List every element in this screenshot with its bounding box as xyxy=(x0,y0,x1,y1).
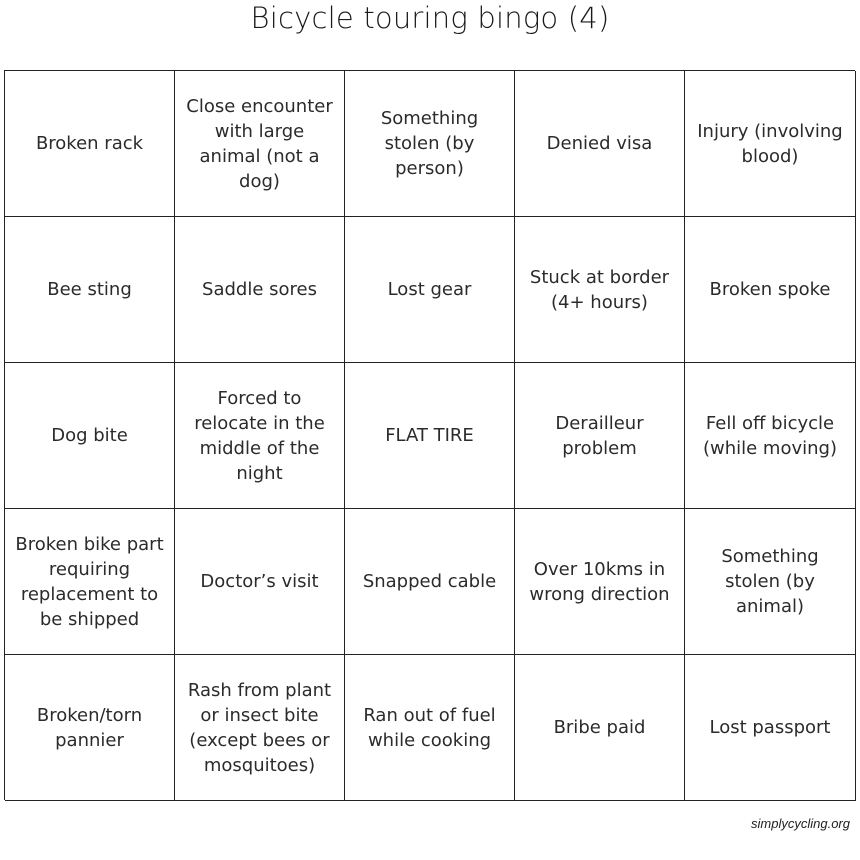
bingo-cell-label: Close encounter with large animal (not a dog) xyxy=(186,95,333,192)
bingo-cell-label: Injury (involving blood) xyxy=(697,120,843,167)
bingo-cell-label: Ran out of fuel while cooking xyxy=(363,704,496,751)
bingo-cell-label: Stuck at border (4+ hours) xyxy=(529,266,670,313)
bingo-cell-label: Derailleur problem xyxy=(555,412,644,459)
bingo-cell-label: FLAT TIRE xyxy=(385,425,474,446)
bingo-cell-label: Bribe paid xyxy=(553,717,646,738)
bingo-cell-label: Lost passport xyxy=(709,717,831,738)
bingo-cell xyxy=(515,217,685,363)
bingo-cell-label: Bee sting xyxy=(47,279,132,300)
bingo-cell xyxy=(175,71,345,217)
bingo-cell-label: Saddle sores xyxy=(202,279,317,300)
bingo-cell-label: Dog bite xyxy=(51,425,128,446)
bingo-cell-label: Broken/torn pannier xyxy=(36,704,143,751)
bingo-cell-label: Snapped cable xyxy=(362,571,497,592)
bingo-cell-label: Broken bike part requiring replacement to be shipped xyxy=(15,533,164,630)
bingo-cell-label: Broken spoke xyxy=(709,279,831,300)
source-credit: simplycycling.org xyxy=(751,816,850,831)
bingo-cell xyxy=(685,509,856,655)
bingo-cell xyxy=(515,655,685,801)
bingo-cell xyxy=(685,363,856,509)
bingo-cell xyxy=(345,509,515,655)
bingo-cell-label: Fell off bicycle (while moving) xyxy=(702,412,837,459)
bingo-cell xyxy=(515,509,685,655)
bingo-cell xyxy=(175,509,345,655)
bingo-cell xyxy=(5,509,175,655)
bingo-cell xyxy=(515,363,685,509)
bingo-cell xyxy=(515,71,685,217)
bingo-cell-label: Over 10kms in wrong direction xyxy=(529,558,670,605)
bingo-cell-label: Denied visa xyxy=(546,133,653,154)
bingo-cell xyxy=(685,655,856,801)
bingo-cell-label: Lost gear xyxy=(387,279,472,300)
bingo-cell xyxy=(175,655,345,801)
bingo-cell xyxy=(5,217,175,363)
bingo-cell-label: Doctor’s visit xyxy=(200,571,319,592)
bingo-cell-label: Forced to relocate in the middle of the night xyxy=(194,387,325,484)
bingo-cell xyxy=(175,363,345,509)
page-title: Bicycle touring bingo (4) xyxy=(250,1,610,35)
bingo-cell xyxy=(5,363,175,509)
bingo-cell xyxy=(5,71,175,217)
bingo-cell xyxy=(175,217,345,363)
bingo-cell xyxy=(345,217,515,363)
bingo-cell-label: Broken rack xyxy=(35,133,144,154)
bingo-cell xyxy=(685,217,856,363)
bingo-free-cell xyxy=(345,363,515,509)
bingo-grid xyxy=(4,70,855,800)
bingo-cell xyxy=(5,655,175,801)
bingo-cell xyxy=(345,71,515,217)
bingo-cell-label: Rash from plant or insect bite (except bees or mosquitoes) xyxy=(187,679,332,776)
bingo-cell-label: Something stolen (by animal) xyxy=(721,546,819,617)
bingo-cell xyxy=(685,71,856,217)
bingo-cell-label: Something stolen (by person) xyxy=(380,108,479,179)
bingo-cell xyxy=(345,655,515,801)
